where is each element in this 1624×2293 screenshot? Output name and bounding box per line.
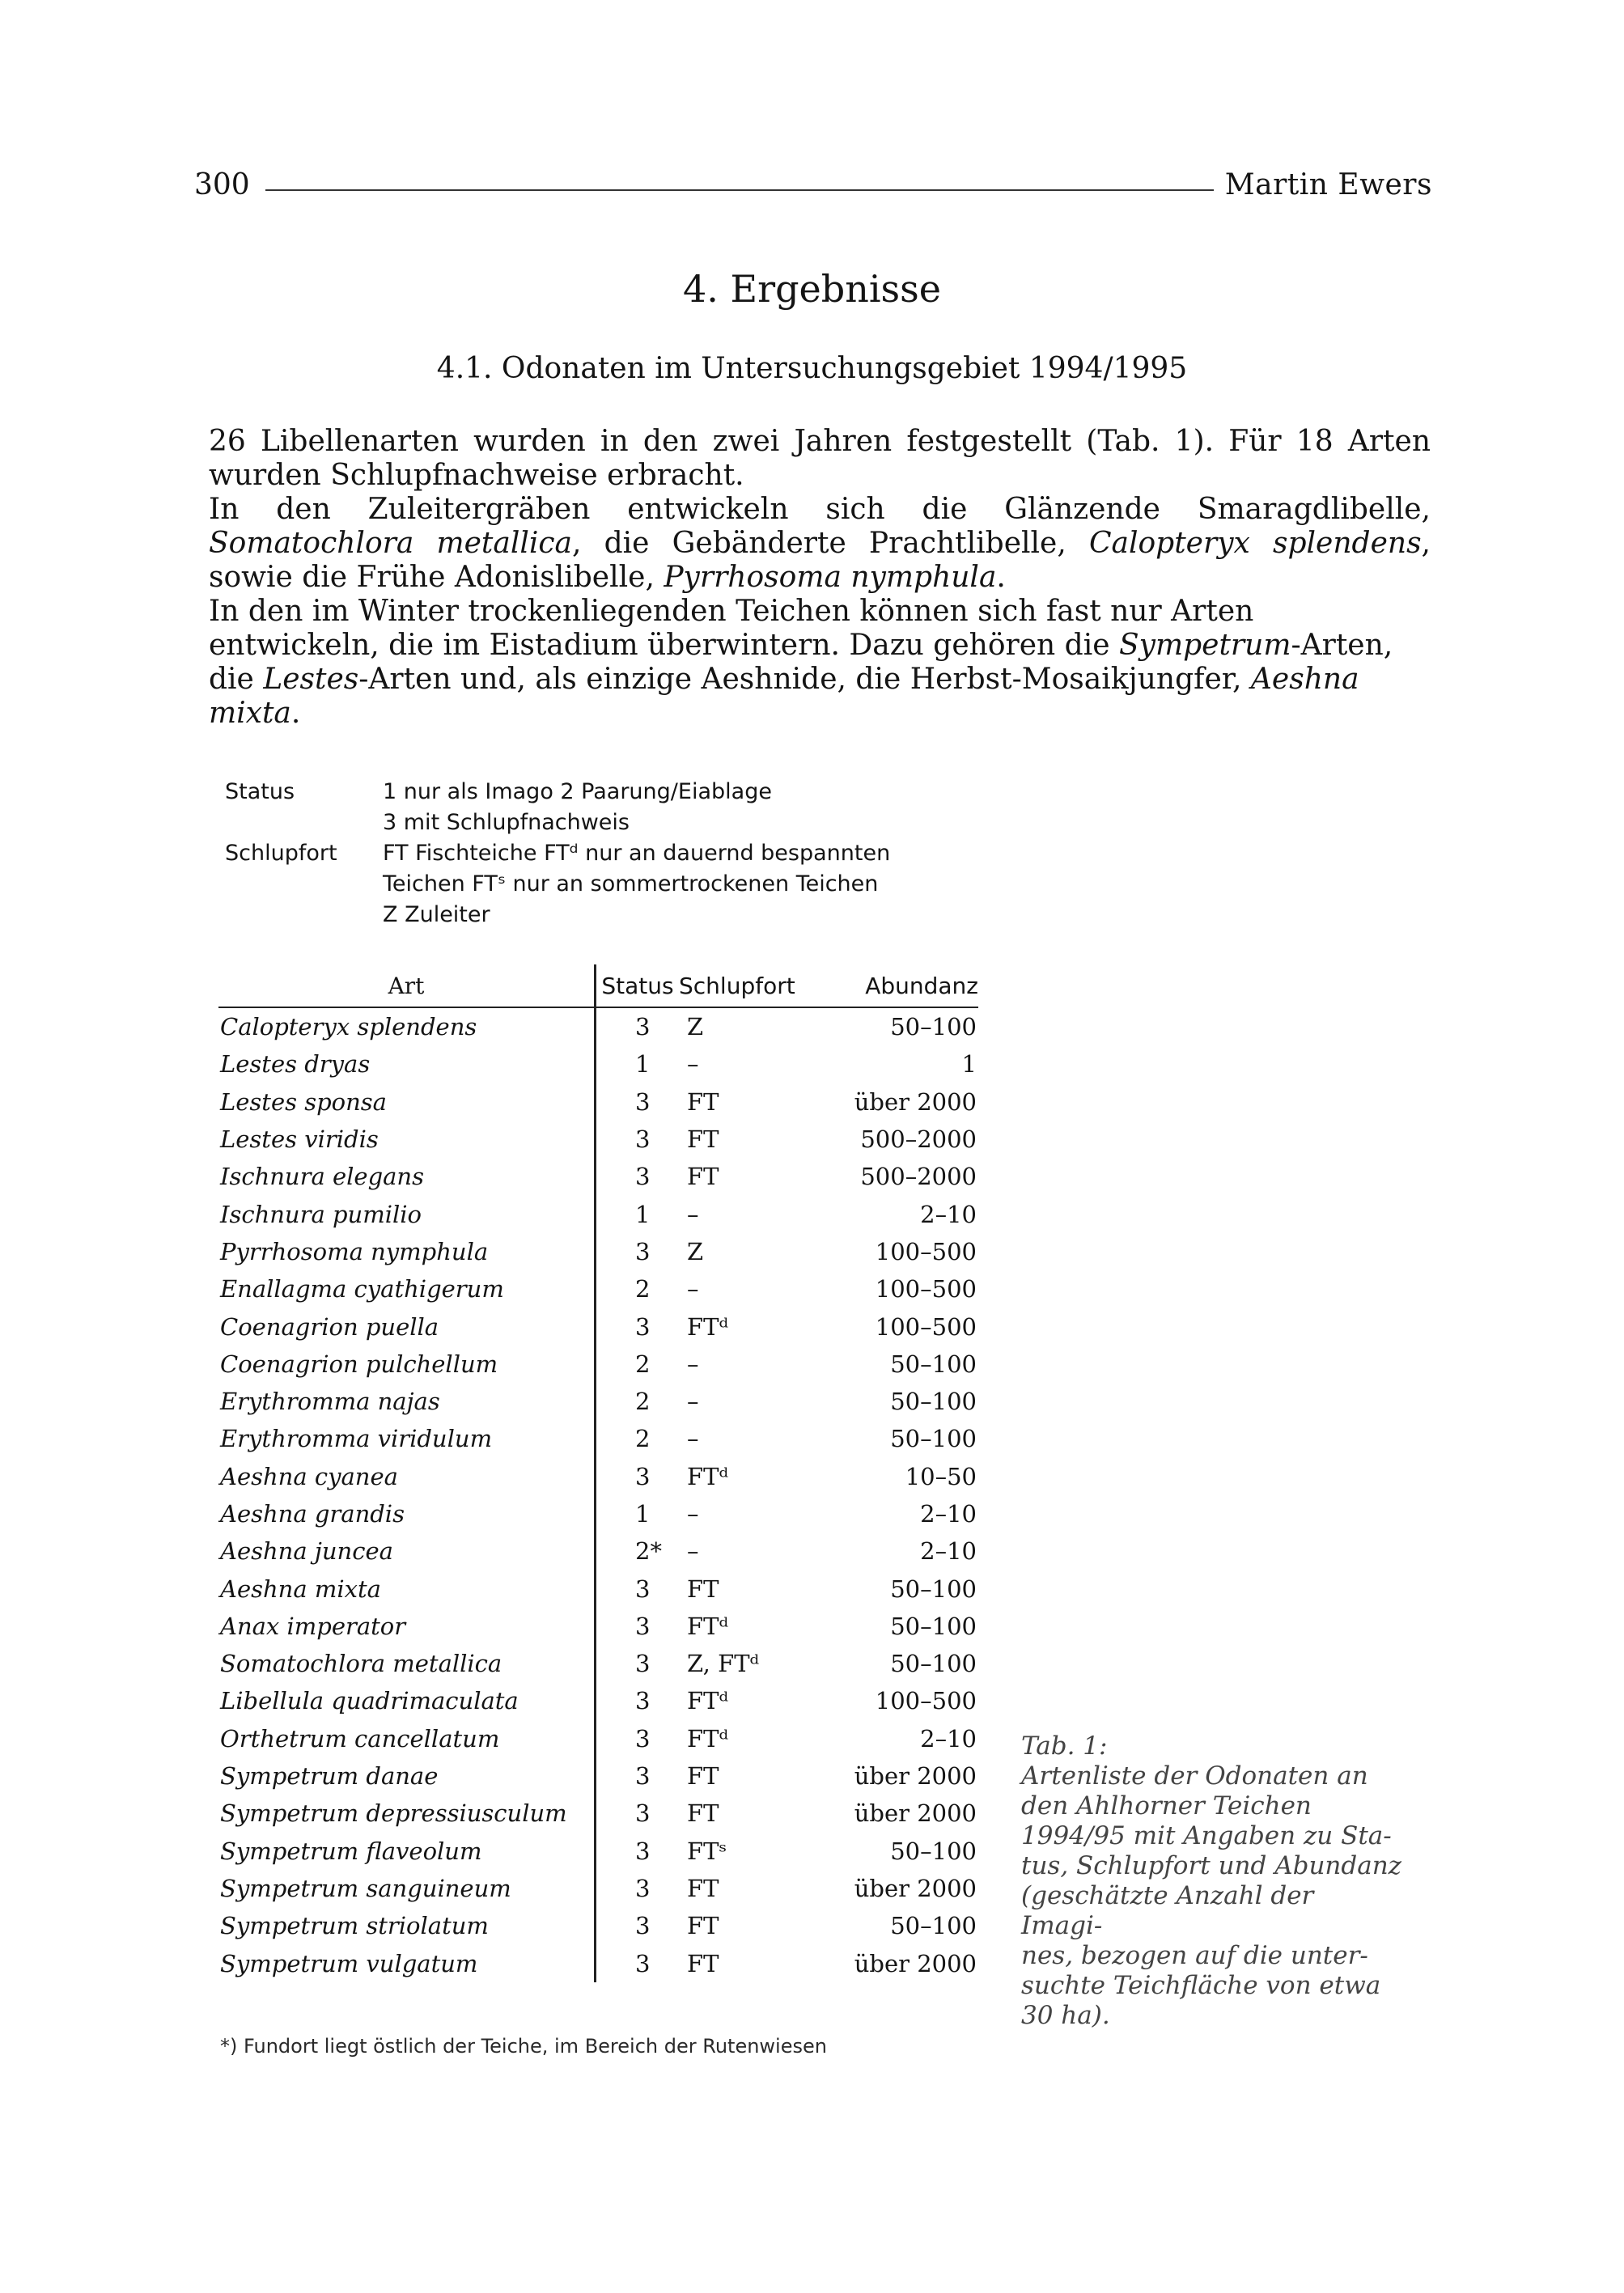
cell-art: Erythromma viridulum bbox=[220, 1425, 493, 1453]
text-run: In den Zuleitergräben entwickeln sich die Glänzende Smaragdlibelle, bbox=[209, 493, 1431, 526]
table-row bbox=[218, 1045, 978, 1083]
cell-abundanz: 2–10 bbox=[920, 1724, 977, 1753]
species-name: Somatochlora metallica bbox=[209, 527, 572, 560]
cell-status: 2* bbox=[596, 1532, 680, 1570]
cell-abundanz: 500–2000 bbox=[860, 1163, 977, 1191]
table-row bbox=[218, 1757, 978, 1795]
cell-schlupfort: Z bbox=[687, 1237, 704, 1265]
cell-status: 3 bbox=[596, 1083, 680, 1121]
cell-art: Calopteryx splendens bbox=[220, 1013, 477, 1041]
cell-status: 3 bbox=[596, 1757, 680, 1795]
table-body bbox=[218, 1007, 978, 1982]
cell-abundanz: 100–500 bbox=[875, 1687, 977, 1715]
cell-abundanz: 50–100 bbox=[890, 1575, 977, 1603]
cell-abundanz: 100–500 bbox=[875, 1275, 977, 1303]
cell-art: Enallagma cyathigerum bbox=[220, 1275, 504, 1303]
species-name: Calopteryx splendens bbox=[1088, 527, 1422, 560]
paragraph-2 bbox=[209, 493, 1431, 595]
table-row bbox=[218, 1458, 978, 1495]
cell-abundanz: 500–2000 bbox=[860, 1125, 977, 1154]
cell-status: 3 bbox=[596, 1833, 680, 1870]
species-name: Pyrrhosoma nymphula bbox=[664, 561, 997, 594]
cell-abundanz: 50–100 bbox=[890, 1650, 977, 1678]
cell-schlupfort: – bbox=[687, 1500, 699, 1528]
table-row bbox=[218, 1608, 978, 1645]
legend-schlupfort bbox=[225, 838, 998, 930]
genus-name: Lestes bbox=[263, 663, 359, 696]
cell-abundanz: 50–100 bbox=[890, 1912, 977, 1940]
table-row bbox=[218, 1495, 978, 1532]
cell-status: 1 bbox=[596, 1195, 680, 1232]
table-row bbox=[218, 1346, 978, 1383]
table-row bbox=[218, 1570, 978, 1607]
legend-status-line: 3 mit Schlupfnachweis bbox=[383, 810, 630, 835]
cell-schlupfort: FT bbox=[687, 1799, 719, 1828]
table-row bbox=[218, 1270, 978, 1308]
section-title: 4. Ergebnisse bbox=[683, 267, 941, 311]
cell-art: Aeshna juncea bbox=[220, 1537, 393, 1566]
cell-status: 3 bbox=[596, 1570, 680, 1607]
cell-art: Sympetrum flaveolum bbox=[220, 1837, 482, 1865]
cell-art: Aeshna mixta bbox=[220, 1575, 381, 1603]
cell-art: Sympetrum vulgatum bbox=[220, 1949, 478, 1977]
column-header-art: Art bbox=[218, 964, 596, 1007]
text-run: . bbox=[290, 697, 301, 730]
cell-schlupfort: FT bbox=[687, 1874, 719, 1902]
cell-schlupfort: – bbox=[687, 1537, 699, 1566]
table-row bbox=[218, 1308, 978, 1345]
cell-schlupfort: FT bbox=[687, 1762, 719, 1791]
cell-schlupfort: FT bbox=[687, 1125, 719, 1154]
cell-status: 3 bbox=[596, 1645, 680, 1682]
cell-art: Aeshna cyanea bbox=[220, 1462, 398, 1490]
body-text bbox=[209, 425, 1431, 731]
cell-schlupfort: FTᵈ bbox=[687, 1312, 729, 1341]
cell-abundanz: 2–10 bbox=[920, 1200, 977, 1228]
table-header-row bbox=[218, 964, 978, 1007]
table-row bbox=[218, 1158, 978, 1195]
cell-status: 3 bbox=[596, 1233, 680, 1270]
cell-schlupfort: FT bbox=[687, 1163, 719, 1191]
table-row bbox=[218, 1007, 978, 1045]
cell-status: 3 bbox=[596, 1795, 680, 1832]
cell-schlupfort: FT bbox=[687, 1575, 719, 1603]
cell-art: Ischnura pumilio bbox=[220, 1200, 422, 1228]
cell-schlupfort: – bbox=[687, 1350, 699, 1378]
table-row bbox=[218, 1795, 978, 1832]
cell-status: 1 bbox=[596, 1495, 680, 1532]
legend-schlupfort-line: Z Zuleiter bbox=[383, 902, 490, 927]
page-number: 300 bbox=[194, 168, 250, 201]
text-run: , sowie die Frühe Adonislibelle, bbox=[209, 527, 1431, 594]
cell-art: Erythromma najas bbox=[220, 1388, 440, 1416]
cell-schlupfort: FTˢ bbox=[687, 1837, 727, 1865]
legend-status-line: 1 nur als Imago 2 Paarung/Eiablage bbox=[383, 779, 772, 804]
cell-art: Ischnura elegans bbox=[220, 1163, 424, 1191]
cell-art: Aeshna grandis bbox=[220, 1500, 405, 1528]
cell-art: Orthetrum cancellatum bbox=[220, 1724, 500, 1753]
species-name: Aeshna mixta bbox=[209, 663, 1359, 730]
cell-status: 3 bbox=[596, 1870, 680, 1907]
cell-schlupfort: – bbox=[687, 1388, 699, 1416]
table-row bbox=[218, 1233, 978, 1270]
table-row bbox=[218, 1870, 978, 1907]
table-row bbox=[218, 1532, 978, 1570]
cell-schlupfort: Z bbox=[687, 1013, 704, 1041]
author-name: Martin Ewers bbox=[1224, 168, 1432, 201]
cell-status: 3 bbox=[596, 1608, 680, 1645]
table-row bbox=[218, 1383, 978, 1420]
text-run: -Arten und, als einzige Aeshnide, die Herbst-Mosaikjungfer, bbox=[358, 663, 1251, 696]
table-row bbox=[218, 1944, 978, 1981]
cell-status: 1 bbox=[596, 1045, 680, 1083]
table-row bbox=[218, 1420, 978, 1457]
column-header-schlupfort: Schlupfort bbox=[679, 964, 831, 1007]
cell-status: 3 bbox=[596, 1682, 680, 1719]
cell-art: Sympetrum depressiusculum bbox=[220, 1799, 567, 1828]
cell-schlupfort: – bbox=[687, 1425, 699, 1453]
cell-art: Coenagrion pulchellum bbox=[220, 1350, 498, 1378]
cell-abundanz: über 2000 bbox=[854, 1762, 977, 1791]
cell-art: Libellula quadrimaculata bbox=[220, 1687, 519, 1715]
table-row bbox=[218, 1645, 978, 1682]
legend-schlupfort-label: Schlupfort bbox=[225, 841, 337, 866]
text-run: , die Gebänderte Prachtlibelle, bbox=[572, 527, 1089, 560]
legend-schlupfort-line: Teichen FTˢ nur an sommertrockenen Teichen bbox=[383, 871, 879, 896]
cell-abundanz: 50–100 bbox=[890, 1425, 977, 1453]
cell-abundanz: 50–100 bbox=[890, 1013, 977, 1041]
cell-schlupfort: FTᵈ bbox=[687, 1687, 729, 1715]
cell-abundanz: 10–50 bbox=[905, 1462, 977, 1490]
cell-art: Pyrrhosoma nymphula bbox=[220, 1237, 489, 1265]
cell-art: Lestes sponsa bbox=[220, 1087, 387, 1116]
table-caption: Tab. 1: Artenliste der Odonaten an den Ahlhorner Teichen 1994/95 mit Angaben zu Sta- tus, Schlupfort und Abundanz (geschätzte Anzahl der Imagi- nes, bezogen auf die unter- suchte Teichfläche von etwa 30 ha). bbox=[1021, 1731, 1402, 2030]
cell-abundanz: 50–100 bbox=[890, 1612, 977, 1640]
cell-art: Sympetrum striolatum bbox=[220, 1912, 489, 1940]
text-run: -Arten, die bbox=[209, 629, 1393, 696]
cell-status: 3 bbox=[596, 1720, 680, 1757]
cell-status: 2 bbox=[596, 1346, 680, 1383]
cell-art: Lestes dryas bbox=[220, 1050, 371, 1079]
cell-status: 3 bbox=[596, 1007, 680, 1045]
header-rule bbox=[265, 189, 1214, 191]
cell-schlupfort: FTᵈ bbox=[687, 1724, 729, 1753]
cell-status: 3 bbox=[596, 1121, 680, 1158]
species-table bbox=[218, 964, 978, 1982]
cell-status: 3 bbox=[596, 1907, 680, 1944]
text-run: . bbox=[996, 561, 1006, 594]
cell-status: 2 bbox=[596, 1383, 680, 1420]
cell-schlupfort: FT bbox=[687, 1949, 719, 1977]
legend-status bbox=[225, 777, 998, 838]
cell-abundanz: 100–500 bbox=[875, 1312, 977, 1341]
paragraph-3 bbox=[209, 595, 1431, 731]
cell-art: Lestes viridis bbox=[220, 1125, 379, 1154]
cell-status: 3 bbox=[596, 1944, 680, 1981]
genus-name: Sympetrum bbox=[1118, 629, 1291, 662]
cell-status: 3 bbox=[596, 1158, 680, 1195]
table-row bbox=[218, 1720, 978, 1757]
cell-art: Sympetrum sanguineum bbox=[220, 1874, 511, 1902]
cell-abundanz: 50–100 bbox=[890, 1350, 977, 1378]
cell-schlupfort: FT bbox=[687, 1087, 719, 1116]
table-footnote: *) Fundort liegt östlich der Teiche, im Bereich der Rutenwiesen bbox=[220, 2035, 827, 2058]
table-legend bbox=[225, 777, 998, 930]
cell-schlupfort: FTᵈ bbox=[687, 1612, 729, 1640]
legend-status-label: Status bbox=[225, 779, 295, 804]
cell-schlupfort: Z, FTᵈ bbox=[687, 1650, 760, 1678]
column-header-status: Status bbox=[596, 964, 680, 1007]
cell-schlupfort: – bbox=[687, 1050, 699, 1079]
cell-art: Somatochlora metallica bbox=[220, 1650, 502, 1678]
table-row bbox=[218, 1195, 978, 1232]
table-row bbox=[218, 1083, 978, 1121]
cell-abundanz: 100–500 bbox=[875, 1237, 977, 1265]
cell-abundanz: 50–100 bbox=[890, 1388, 977, 1416]
cell-art: Sympetrum danae bbox=[220, 1762, 439, 1791]
cell-abundanz: über 2000 bbox=[854, 1874, 977, 1902]
cell-status: 2 bbox=[596, 1420, 680, 1457]
cell-art: Coenagrion puella bbox=[220, 1312, 439, 1341]
cell-status: 2 bbox=[596, 1270, 680, 1308]
cell-abundanz: über 2000 bbox=[854, 1799, 977, 1828]
column-header-abundanz: Abundanz bbox=[831, 964, 978, 1007]
text-run: In den im Winter trockenliegenden Teichen können sich fast nur Arten entwickeln, die im Eistadium überwintern. Dazu gehören die bbox=[209, 595, 1254, 662]
cell-abundanz: 1 bbox=[961, 1050, 977, 1079]
cell-status: 3 bbox=[596, 1308, 680, 1345]
paragraph-1: 26 Libellenarten wurden in den zwei Jahren festgestellt (Tab. 1). Für 18 Arten wurden Schlupfnachweise erbracht. bbox=[209, 425, 1431, 492]
cell-abundanz: über 2000 bbox=[854, 1087, 977, 1116]
cell-schlupfort: FT bbox=[687, 1912, 719, 1940]
subsection-title: 4.1. Odonaten im Untersuchungsgebiet 1994/1995 bbox=[436, 352, 1188, 385]
cell-status: 3 bbox=[596, 1458, 680, 1495]
table-row bbox=[218, 1682, 978, 1719]
cell-abundanz: 2–10 bbox=[920, 1537, 977, 1566]
cell-abundanz: 50–100 bbox=[890, 1837, 977, 1865]
table-row bbox=[218, 1907, 978, 1944]
running-header bbox=[194, 168, 1432, 209]
cell-abundanz: 2–10 bbox=[920, 1500, 977, 1528]
cell-schlupfort: FTᵈ bbox=[687, 1462, 729, 1490]
cell-schlupfort: – bbox=[687, 1200, 699, 1228]
cell-abundanz: über 2000 bbox=[854, 1949, 977, 1977]
table-row bbox=[218, 1121, 978, 1158]
legend-schlupfort-line: FT Fischteiche FTᵈ nur an dauernd bespannten bbox=[383, 841, 891, 866]
cell-art: Anax imperator bbox=[220, 1612, 406, 1640]
cell-schlupfort: – bbox=[687, 1275, 699, 1303]
table-row bbox=[218, 1833, 978, 1870]
